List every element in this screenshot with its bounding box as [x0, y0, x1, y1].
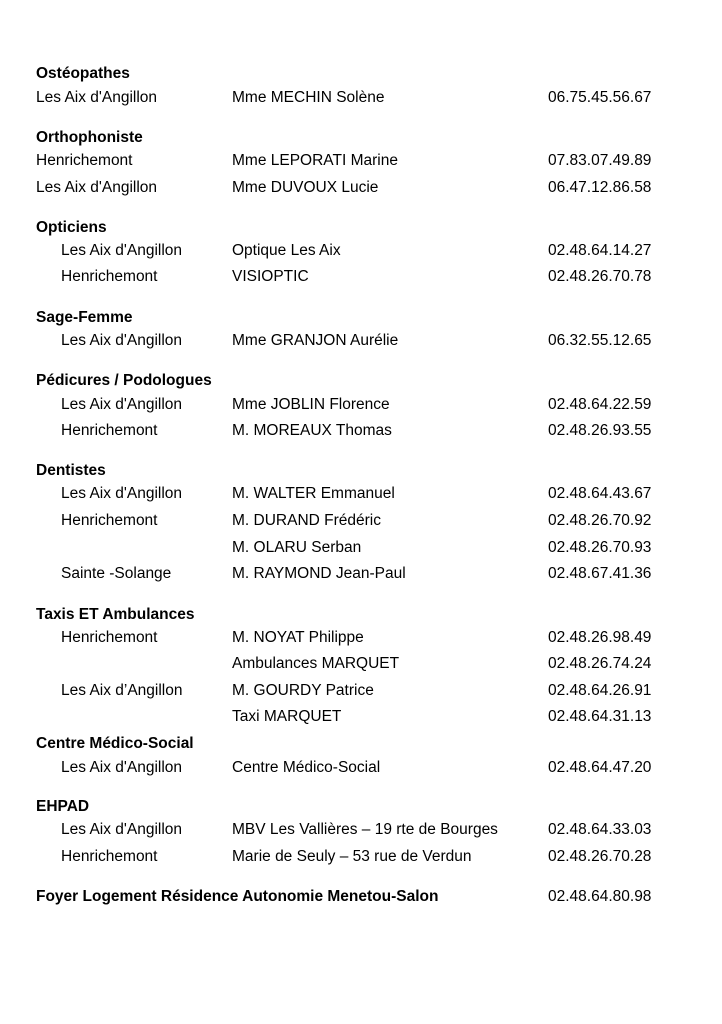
phone-number: 02.48.64.14.27: [548, 242, 652, 259]
contact-name: Mme LEPORATI Marine: [232, 152, 398, 169]
phone-number: 06.47.12.86.58: [548, 179, 652, 196]
town: Les Aix d'Angillon: [36, 89, 158, 106]
contact-name: M. DURAND Frédéric: [232, 512, 381, 529]
town: Sainte -Solange: [61, 565, 172, 582]
section-heading: Opticiens: [36, 219, 107, 236]
contact-name: Optique Les Aix: [232, 242, 341, 259]
town: Les Aix d’Angillon: [61, 682, 183, 699]
contact-name: Mme GRANJON Aurélie: [232, 332, 399, 349]
section-heading: Pédicures / Podologues: [36, 372, 212, 389]
contact-name: Taxi MARQUET: [232, 708, 342, 725]
section-heading: Taxis ET Ambulances: [36, 606, 195, 623]
contact-name: MBV Les Vallières – 19 rte de Bourges: [232, 821, 498, 838]
town: Henrichemont: [61, 512, 158, 529]
directory-row: [0, 330, 722, 352]
section-heading: Centre Médico-Social: [36, 735, 194, 752]
directory-row: [0, 706, 722, 728]
contact-name: Marie de Seuly – 53 rue de Verdun: [232, 848, 472, 865]
contact-name: M. MOREAUX Thomas: [232, 422, 392, 439]
section-heading-row: [0, 307, 722, 329]
directory-row: [0, 653, 722, 675]
phone-number: 02.48.26.70.93: [548, 539, 652, 556]
section-heading-row: [0, 127, 722, 149]
section-heading-row: [0, 460, 722, 482]
phone-number: 02.48.64.26.91: [548, 682, 652, 699]
town: Les Aix d'Angillon: [36, 179, 158, 196]
phone-number: 02.48.64.47.20: [548, 759, 652, 776]
phone-number: 02.48.26.93.55: [548, 422, 652, 439]
phone-number: 02.48.26.70.92: [548, 512, 652, 529]
phone-number: 02.48.64.22.59: [548, 396, 652, 413]
phone-number: 02.48.67.41.36: [548, 565, 652, 582]
phone-number: 06.32.55.12.65: [548, 332, 652, 349]
directory-row: [0, 420, 722, 442]
phone-number: 02.48.64.80.98: [548, 888, 652, 905]
town: Les Aix d'Angillon: [61, 759, 183, 776]
town: Henrichemont: [61, 422, 158, 439]
town: Les Aix d'Angillon: [61, 332, 183, 349]
phone-number: 02.48.64.43.67: [548, 485, 652, 502]
section-heading: Sage-Femme: [36, 309, 133, 326]
directory-row: [0, 483, 722, 505]
contact-name: Mme JOBLIN Florence: [232, 396, 390, 413]
town: Les Aix d'Angillon: [61, 242, 183, 259]
directory-row: [0, 680, 722, 702]
phone-number: 02.48.26.70.78: [548, 268, 652, 285]
contact-name: Mme DUVOUX Lucie: [232, 179, 379, 196]
contact-name: M. RAYMOND Jean-Paul: [232, 565, 406, 582]
phone-number: 06.75.45.56.67: [548, 89, 652, 106]
town: Henrichemont: [36, 152, 133, 169]
section-heading: Dentistes: [36, 462, 106, 479]
footer-row: [0, 886, 722, 908]
directory-row: [0, 627, 722, 649]
phone-number: 07.83.07.49.89: [548, 152, 652, 169]
section-heading-row: [0, 733, 722, 755]
phone-number: 02.48.64.33.03: [548, 821, 652, 838]
footer-title: Foyer Logement Résidence Autonomie Menetou-Salon: [36, 888, 439, 905]
directory-row: [0, 266, 722, 288]
section-heading-row: [0, 604, 722, 626]
section-heading-row: [0, 370, 722, 392]
contact-name: M. WALTER Emmanuel: [232, 485, 395, 502]
directory-row: [0, 177, 722, 199]
directory-row: [0, 510, 722, 532]
section-heading: EHPAD: [36, 798, 90, 815]
section-heading-row: [0, 796, 722, 818]
directory-row: [0, 757, 722, 779]
section-heading-row: [0, 217, 722, 239]
town: Les Aix d'Angillon: [61, 396, 183, 413]
directory-row: [0, 563, 722, 585]
contact-name: VISIOPTIC: [232, 268, 309, 285]
phone-number: 02.48.26.98.49: [548, 629, 652, 646]
contact-name: Mme MECHIN Solène: [232, 89, 385, 106]
phone-number: 02.48.26.74.24: [548, 655, 652, 672]
contact-name: M. GOURDY Patrice: [232, 682, 374, 699]
town: Henrichemont: [61, 268, 158, 285]
section-heading: Ostéopathes: [36, 65, 130, 82]
town: Les Aix d'Angillon: [61, 485, 183, 502]
directory-row: [0, 819, 722, 841]
section-heading-row: [0, 63, 722, 85]
contact-name: M. NOYAT Philippe: [232, 629, 364, 646]
town: Henrichemont: [61, 629, 158, 646]
phone-number: 02.48.64.31.13: [548, 708, 652, 725]
directory-row: [0, 240, 722, 262]
directory-row: [0, 846, 722, 868]
phone-number: 02.48.26.70.28: [548, 848, 652, 865]
contact-name: Centre Médico-Social: [232, 759, 381, 776]
directory-row: [0, 150, 722, 172]
directory-row: [0, 537, 722, 559]
town: Les Aix d'Angillon: [61, 821, 183, 838]
directory-row: [0, 87, 722, 109]
directory-row: [0, 394, 722, 416]
contact-name: M. OLARU Serban: [232, 539, 362, 556]
section-heading: Orthophoniste: [36, 129, 143, 146]
contact-name: Ambulances MARQUET: [232, 655, 400, 672]
town: Henrichemont: [61, 848, 158, 865]
